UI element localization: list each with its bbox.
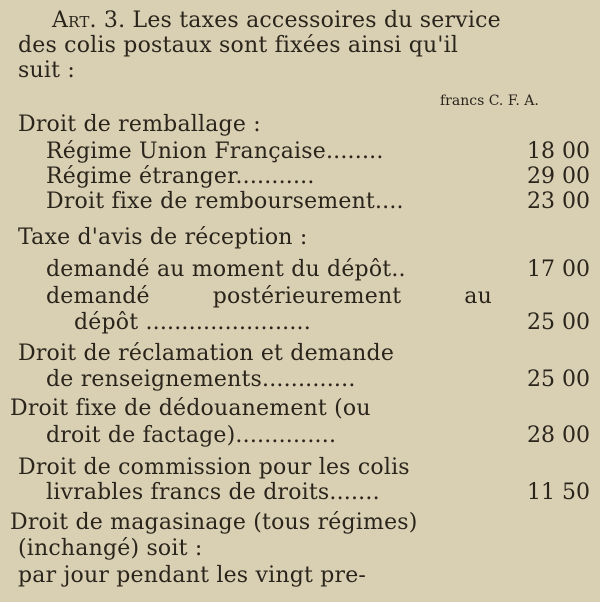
row-label-factage: droit de factage).............. <box>46 423 337 448</box>
article-number: Art. 3. <box>52 8 126 33</box>
intro-line-2: des colis postaux sont fixées ainsi qu'il <box>18 33 459 58</box>
row-amount-remboursement: 23 00 <box>527 189 590 214</box>
row-amount-union-francaise: 18 00 <box>527 139 590 164</box>
column-header-currency: francs C. F. A. <box>440 93 539 109</box>
row-label-avis-depot: demandé au moment du dépôt.. <box>46 257 406 282</box>
intro-line-1-text: Les taxes accessoires du service <box>132 8 501 33</box>
row-label-magasinage: Droit de magasinage (tous régimes) <box>10 510 418 535</box>
row-label-remboursement: Droit fixe de remboursement.... <box>46 189 404 214</box>
intro-line-1 <box>52 8 501 34</box>
row-label-livrables: livrables francs de droits....... <box>46 480 380 505</box>
row-amount-factage: 28 00 <box>527 423 590 448</box>
row-amount-regime-etranger: 29 00 <box>527 164 590 189</box>
intro-line-3: suit : <box>18 58 75 83</box>
row-label-renseignements: de renseignements............. <box>46 367 356 392</box>
row-amount-renseignements: 25 00 <box>527 367 590 392</box>
word-3: au <box>464 284 492 309</box>
row-label-union-francaise: Régime Union Française........ <box>46 139 384 164</box>
row-label-regime-etranger: Régime étranger........... <box>46 164 315 189</box>
row-label-dedouanement: Droit fixe de dédouanement (ou <box>10 396 371 421</box>
row-label-avis-reception: Taxe d'avis de réception : <box>18 225 308 250</box>
row-label-reclamation: Droit de réclamation et demande <box>18 341 395 366</box>
row-label-par-jour: par jour pendant les vingt pre- <box>18 563 367 588</box>
word-2: postérieurement <box>212 284 402 309</box>
row-label-avis-posterieur <box>46 284 492 310</box>
row-amount-depot: 25 00 <box>527 310 590 335</box>
row-label-remballage: Droit de remballage : <box>18 112 261 137</box>
row-label-depot: dépôt ....................... <box>74 310 311 335</box>
row-label-inchange: (inchangé) soit : <box>18 536 203 561</box>
row-amount-avis-depot: 17 00 <box>527 257 590 282</box>
row-label-commission: Droit de commission pour les colis <box>18 455 410 480</box>
word-1: demandé <box>46 284 150 309</box>
row-amount-livrables: 11 50 <box>527 480 590 505</box>
